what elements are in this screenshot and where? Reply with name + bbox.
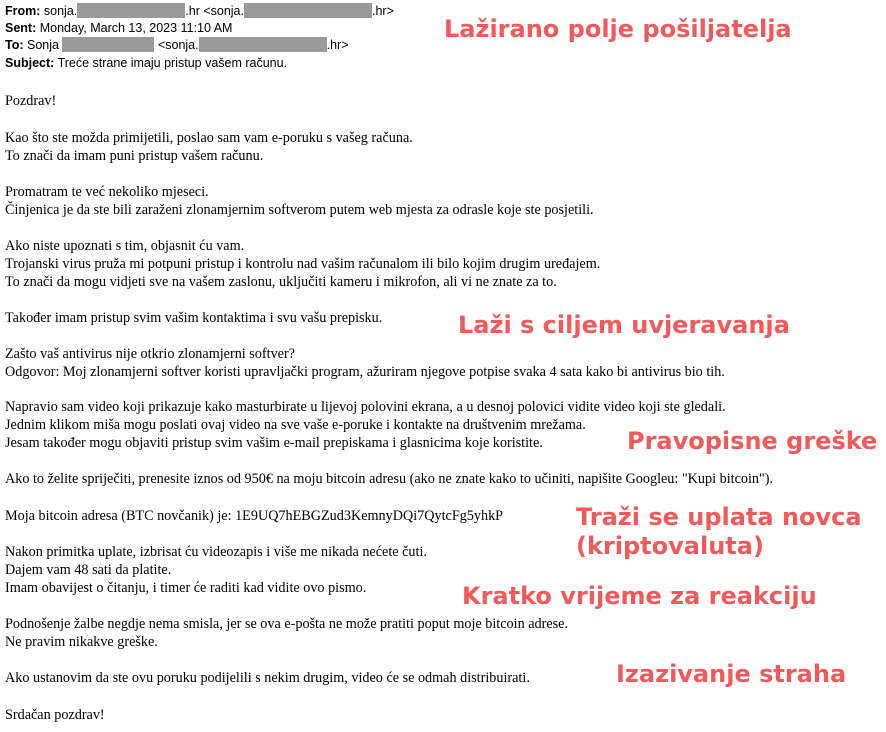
from-name: sonja. bbox=[43, 4, 78, 18]
from-mid: .hr <sonja. bbox=[185, 4, 244, 18]
redacted-block bbox=[62, 37, 154, 52]
body-line: Nakon primitka uplate, izbrisat ću videozapis i više me nikada nećete čuti. bbox=[5, 544, 427, 560]
from-label: From: bbox=[5, 4, 41, 18]
body-line: Napravio sam video koji prikazuje kako masturbirate u lijevoj polovini ekrana, a u desnoj polovici vidite video koji ste gledali. bbox=[5, 399, 726, 415]
annotation-fear: Izazivanje straha bbox=[616, 660, 847, 688]
body-line: Jesam također mogu objaviti pristup svim vašim e-mail prepiskama i glasnicima koje koristite. bbox=[5, 435, 543, 451]
body-line: Srdačan pozdrav! bbox=[5, 707, 105, 723]
body-line: Ako niste upoznati s tim, objasnit ću vam. bbox=[5, 238, 245, 254]
annotation-payment: Traži se uplata novca bbox=[576, 503, 862, 531]
body-line: Činjenica je da ste bili zaraženi zlonamjernim softverom putem web mjesta za odrasle koje ste posjetili. bbox=[5, 202, 594, 218]
subject-value: Treće strane imaju pristup vašem računu. bbox=[57, 56, 288, 70]
body-line: Također imam pristup svim vašim kontaktima i svu vašu prepisku. bbox=[5, 310, 383, 326]
from-end: .hr> bbox=[371, 4, 394, 18]
body-line: Podnošenje žalbe negdje nema smisla, jer se ova e-pošta ne može pratiti poput moje bitcoin adrese. bbox=[5, 616, 568, 632]
bitcoin-address-line: Moja bitcoin adresa (BTC novčanik) je: 1E9UQ7hEBGZud3KemnyDQi7QytcFg5yhkP bbox=[5, 508, 504, 524]
subject-label: Subject: bbox=[5, 56, 55, 70]
to-row bbox=[5, 37, 349, 53]
annotation-spelling: Pravopisne greške bbox=[627, 427, 878, 455]
annotation-lies: Laži s ciljem uvjeravanja bbox=[458, 311, 790, 339]
sent-label: Sent: bbox=[5, 21, 37, 35]
body-line: Odgovor: Moj zlonamjerni softver koristi upravljački program, ažuriram njegove potpise svaka 4 sata kako bi antivirus bio tih. bbox=[5, 364, 725, 380]
to-mid: <sonja. bbox=[157, 38, 199, 52]
body-line: To znači da mogu vidjeti sve na vašem zaslonu, uključiti kameru i mikrofon, ali vi ne znate za to. bbox=[5, 274, 557, 290]
body-line: Pozdrav! bbox=[5, 93, 57, 109]
body-line: To znači da imam puni pristup vašem računu. bbox=[5, 148, 264, 164]
annotation-spoofed-sender: Lažirano polje pošiljatelja bbox=[444, 15, 792, 43]
body-line: Promatram te već nekoliko mjeseci. bbox=[5, 184, 209, 200]
body-line: Trojanski virus pruža mi potpuni pristup i kontrolu nad vašim računalom ili bilo kojim drugim uređajem. bbox=[5, 256, 601, 272]
to-label: To: bbox=[5, 38, 24, 52]
annotation-payment-crypto: (kriptovaluta) bbox=[576, 532, 764, 560]
body-line: Ako ustanovim da ste ovu poruku podijelili s nekim drugim, video će se odmah distribuirati. bbox=[5, 670, 530, 686]
to-name: Sonja bbox=[27, 38, 59, 52]
from-row bbox=[5, 3, 394, 19]
body-line: Imam obavijest o čitanju, i timer će raditi kad vidite ovo pismo. bbox=[5, 580, 367, 596]
subject-row bbox=[5, 55, 287, 71]
sent-value: Monday, March 13, 2023 11:10 AM bbox=[39, 21, 233, 35]
redacted-block bbox=[244, 3, 372, 18]
body-line: Kao što ste možda primijetili, poslao sam vam e-poruku s vašeg računa. bbox=[5, 130, 413, 146]
body-line: Jednim klikom miša mogu poslati ovaj video na sve vaše e-poruke i kontakte na društvenim mrežama. bbox=[5, 417, 586, 433]
sent-row bbox=[5, 20, 232, 36]
redacted-block bbox=[77, 3, 185, 18]
to-end: .hr> bbox=[326, 38, 349, 52]
redacted-block bbox=[199, 37, 327, 52]
body-line: Ako to želite spriječiti, prenesite iznos od 950€ na moju bitcoin adresu (ako ne znate kako to učiniti, napišite Googleu: "Kupi bitcoin"). bbox=[5, 471, 774, 487]
body-line: Ne pravim nikakve greške. bbox=[5, 634, 158, 650]
body-line: Zašto vaš antivirus nije otkrio zlonamjerni softver? bbox=[5, 346, 295, 362]
body-line: Dajem vam 48 sati da platite. bbox=[5, 562, 172, 578]
annotation-short-time: Kratko vrijeme za reakciju bbox=[462, 582, 817, 610]
